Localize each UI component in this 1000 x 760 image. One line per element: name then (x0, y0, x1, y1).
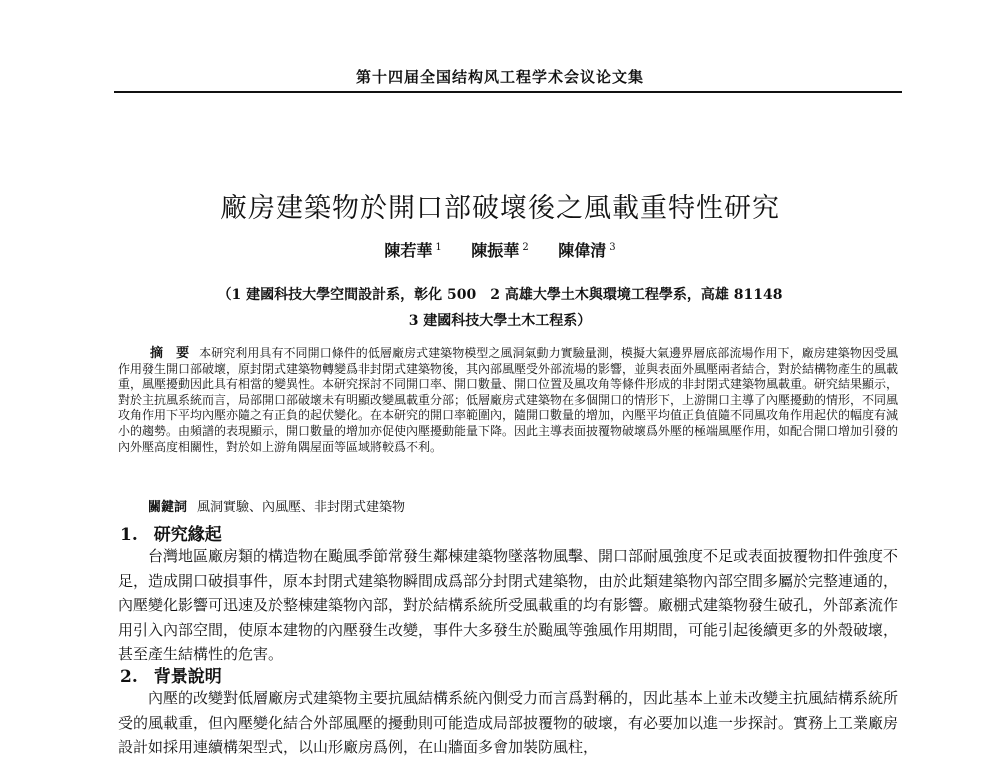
header-rule (114, 91, 902, 93)
author-list (0, 238, 1000, 261)
affiliation-line-2: 3 建國科技大學土木工程系） (408, 313, 592, 329)
keywords (148, 496, 848, 515)
section-2-paragraph: 內壓的改變對低層廠房式建築物主要抗風結構系統內側受力而言爲對稱的，因此基本上並未改變主抗風結構系統所受的風載重，但內壓變化結合外部風壓的擾動則可能造成局部披覆物的破壞，有必要加以進一步探討。實務上工業廠房設計如採用連續構架型式，以山形廠房爲例，在山牆面多會加裝防風柱， (118, 689, 899, 757)
author: 陳偉清 $^3$ (558, 241, 616, 260)
keywords-label: 關鍵詞 (148, 500, 188, 515)
author: 陳若華 $^1$ (384, 241, 442, 260)
section-heading-1: 1. 研究緣起 (120, 525, 222, 545)
affiliation-line-1: （1 建國科技大學空間設計系，彰化 500 2 高雄大學土木與環境工程學系，高雄 81148 (217, 287, 783, 303)
keywords-text: 風洞實驗、內風壓、非封閉式建築物 (197, 500, 406, 515)
running-header: 第十四届全国结构风工程学术会议论文集 (355, 68, 644, 86)
abstract (118, 346, 898, 455)
abstract-text: 本研究利用具有不同開口條件的低層廠房式建築物模型之風洞氣動力實驗量測，模擬大氣邊界層底部流場作用下，廠房建築物因受風作用發生開口部破壞，原封閉式建築物轉變爲非封閉式建築物後，其內部風壓受外部流場的影響，並與表面外風壓兩者結合，對於結構物產生的風載重，風壓擾動因此具有相當的變異性。本研究探討不同開口率、開口數量、開口位置及風攻角等條件形成的非封閉式建築物風載重。研究結果顯示，對於主抗風系統而言，局部開口部破壞未有明顯改變風載重分部；低層廠房式建築物在多個開口的情形下，上游開口主導了內壓擾動的情形，不同風攻角作用下平均內壓亦隨之有正負的起伏變化。在本研究的開口率範圍內，隨開口數量的增加，內壓平均值正負值隨不同風攻角作用起伏的幅度有減小的趨勢。由頻譜的表現顯示，開口數量的增加亦促使內壓擾動能量下降。因此主導表面披覆物破壞爲外壓的極端風壓作用，如配合開口增加引發的內外壓高度相關性，對於如上游角隅屋面等區域將較爲不利。 (118, 346, 899, 454)
section-1-paragraph: 台灣地區廠房類的構造物在颱風季節常發生鄰棟建築物墜落物風擊、開口部耐風強度不足或表面披覆物扣件強度不足，造成開口破損事件，原本封閉式建築物瞬間成爲部分封閉式建築物，由於此類建築物內部空間多屬於完整連通的，內壓變化影響可迅速及於整棟建築物內部，對於結構系統所受風載重的均有影響。廠棚式建築物發生破孔，外部紊流作用引入內部空間，使原本建物的內壓發生改變，事件大多發生於颱風等強風作用期間，可能引起後續更多的外殼破壞，甚至產生結構性的危害。 (118, 547, 899, 664)
paper-title: 廠房建築物於開口部破壞後之風載重特性研究 (220, 193, 780, 224)
author: 陳振華 $^2$ (471, 241, 529, 260)
section-heading-2: 2. 背景說明 (120, 667, 222, 687)
abstract-label: 摘 要 (150, 346, 190, 361)
